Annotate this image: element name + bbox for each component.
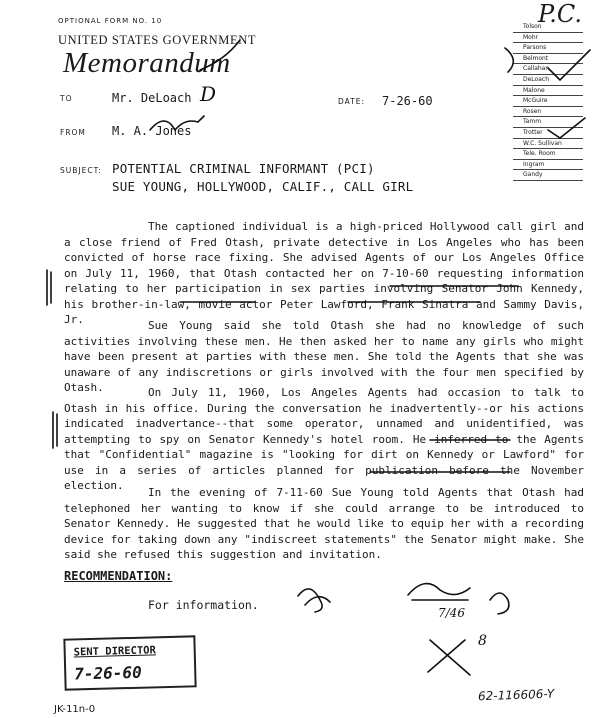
routing-bracket-mark	[505, 48, 513, 72]
routing-item: Gandy	[513, 170, 583, 181]
from-initials-scrawl	[150, 116, 204, 130]
routing-item: Tolson	[513, 22, 583, 33]
initials-scrawl	[298, 589, 330, 612]
paragraph-text: In the evening of 7-11-60 Sue Young told Agents that Otash had telephoned her wanting to know if she could arrange to be introduced to Senator Kennedy. He suggested that he would like to equip her with a recording device for taking down any "indiscreet statements" the Senator might make. She said she refused this suggestion and invitation.	[64, 486, 584, 561]
paragraph-text: On July 11, 1960, Los Angeles Agents had occasion to talk to Otash in his office. During the conversation he inadvertently--or his actions indicated inadvertance--that some operator, unnamed and unidentified, was attempting to spy on Senator Kennedy's hotel room. He inferred to the Agents that "Confidential" magazine is "looking for dirt on Kennedy or Lawford" for use in a series of articles planned for publication before the November election.	[64, 386, 584, 492]
routing-item: Tele. Room	[513, 149, 583, 160]
memo-title: Memorandum	[63, 47, 231, 79]
routing-item: W.C. Sullivan	[513, 139, 583, 150]
routing-item: Callahan	[513, 64, 583, 75]
initials-scrawl	[490, 593, 509, 614]
routing-item: Parsons	[513, 43, 583, 54]
handwritten-initial: D	[200, 82, 217, 106]
routing-item: Mohr	[513, 33, 583, 44]
subject-line-2: SUE YOUNG, HOLLYWOOD, CALIF., CALL GIRL	[112, 179, 414, 194]
recommendation-heading: RECOMMENDATION:	[64, 569, 173, 583]
routing-item: Ingram	[513, 160, 583, 171]
paragraph-text: The captioned individual is a high-priced Hollywood call girl and a close friend of Fred Otash, private detective in Los Angeles who has been convicted of horse race fixing. She advised Agents of our Los Angeles Office on July 11, 1960, that Otash contacted her on 7-10-60 requesting information relating to her participation in sex parties involving Senator John Kennedy, his brother-in-law, movie actor Peter Lawford, Frank Sinatra and Sammy Davis, Jr.	[64, 220, 584, 326]
to-label: TO	[60, 94, 73, 103]
stamp-line-1: SENT DIRECTOR	[73, 644, 157, 659]
handwritten-fraction: 8	[478, 633, 487, 649]
subject-label: SUBJECT:	[60, 166, 102, 175]
date-label: DATE:	[338, 97, 366, 106]
routing-x-scrawl	[428, 640, 470, 675]
date-value: 7-26-60	[382, 94, 433, 108]
memo-underline-swoosh	[200, 40, 240, 70]
document-number: 62-116606-Y	[477, 686, 555, 704]
from-value: M. A. Jones	[112, 124, 192, 138]
routing-checkmark	[548, 118, 585, 138]
form-number: OPTIONAL FORM NO. 10	[58, 17, 163, 25]
routing-item: McGuire	[513, 96, 583, 107]
recommendation-text: For information.	[148, 598, 259, 612]
from-label: FROM	[60, 128, 86, 137]
routing-item: Tamm	[513, 117, 583, 128]
routing-item: Belmont	[513, 54, 583, 65]
routing-item: DeLoach	[513, 75, 583, 86]
stamp-line-2: 7-26-60	[74, 662, 142, 684]
routing-item: Trotter	[513, 128, 583, 139]
routing-item: Malone	[513, 86, 583, 97]
routing-item: Rosen	[513, 107, 583, 118]
to-value: Mr. DeLoach	[112, 91, 192, 105]
paragraph-text: Sue Young said she told Otash she had no knowledge of such activities involving these men. He then asked her to name any girls who might have been present at parties with these men. She told the Agents that she was unaware of any indiscretions or girls involved with the four men specified by Otash.	[64, 319, 584, 394]
signature-scrawl	[408, 584, 470, 600]
agency-name: UNITED STATES GOVERNMENT	[58, 33, 257, 47]
routing-checkmark	[548, 50, 590, 80]
footer-code: JK-11n-0	[54, 704, 96, 715]
handwritten-date-note: 7/46	[438, 606, 465, 620]
handwritten-pc-mark: P.C.	[538, 0, 583, 28]
subject-line-1: POTENTIAL CRIMINAL INFORMANT (PCI)	[112, 161, 375, 176]
